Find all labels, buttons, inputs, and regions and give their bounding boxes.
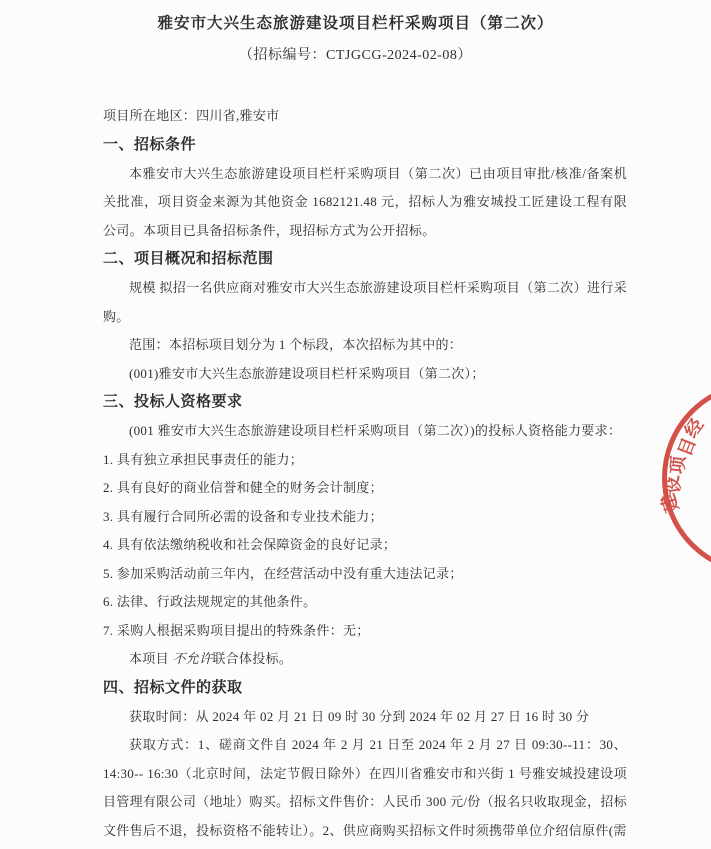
stamp-character: 项: [667, 455, 689, 475]
qualification-item: 6. 法律、行政法规规定的其他条件。: [103, 594, 317, 609]
stamp-character: 建: [657, 491, 683, 515]
stamp-ring-icon: [662, 381, 711, 575]
section-heading-tender-conditions: 一、招标条件: [103, 136, 197, 153]
qualification-item: 3. 具有履行合同所必需的设备和专业技术能力；: [103, 508, 383, 524]
section-heading-document-acquisition: 四、招标文件的获取: [103, 679, 243, 696]
project-scale-paragraph: 规模 拟招一名供应商对雅安市大兴生态旅游建设项目栏杆采购项目（第二次）进行采购。: [103, 280, 627, 324]
joint-bid-note: [103, 645, 627, 674]
stamp-character: 经: [680, 414, 708, 442]
qualification-item: 2. 具有良好的商业信誉和健全的财务会计制度；: [103, 480, 383, 495]
section-heading-bidder-qualifications: 三、投标人资格要求: [103, 394, 243, 410]
document-body: [103, 102, 627, 845]
acquisition-time-paragraph: 获取时间：从 2024 年 02 月 21 日 09 时 30 分到 2024 年 02 月 27 日 16 时 30 分: [129, 708, 590, 724]
tender-conditions-paragraph: 本雅安市大兴生态旅游建设项目栏杆采购项目（第二次）已由项目审批/核准/备案机关批准，项目资金来源为其他资金 1682121.48 元，招标人为雅安城投工匠建设工程有限公司。本项目已具备招标条件，现招标方式为公开招标。: [103, 165, 627, 238]
tender-number: （招标编号：CTJGCG-2024-02-08）: [239, 48, 472, 63]
qualification-item: 7. 采购人根据采购项目提出的特殊条件：无；: [103, 622, 370, 638]
project-location: 项目所在地区：四川省,雅安市: [103, 108, 280, 123]
stamp-character: 设: [661, 474, 685, 496]
joint-bid-note-prefix: 本项目: [129, 651, 169, 666]
acquisition-method-paragraph: 获取方式：1、磋商文件自 2024 年 2 月 21 日至 2024 年 2 月 27 日 09:30--11：30、14:30-- 16:30（北京时间，法定节假日除外）在四川省雅安市和兴街 1 号雅安城投建设项目管理有限公司（地址）购买。招标文件售价：人民币 300 元/份（报名只收取现金，招标文件售后不退，投标资格不能转让）。2、供应商购买招标文件时须携带单位介绍信原件(需: [103, 737, 627, 838]
stamp-character: 目: [674, 435, 700, 459]
document-title: 雅安市大兴生态旅游建设项目栏杆采购项目（第二次）: [157, 15, 554, 32]
qualification-item: 5. 参加采购活动前三年内，在经营活动中没有重大违法记录；: [103, 565, 463, 581]
joint-bid-note-suffix: 联合体投标。: [212, 651, 293, 666]
bid-lot-001: (001)雅安市大兴生态旅游建设项目栏杆采购项目（第二次）；: [129, 365, 485, 381]
qualification-item: 1. 具有独立承担民事责任的能力；: [103, 451, 304, 467]
qualification-item: 4. 具有依法缴纳税收和社会保障资金的良好记录；: [103, 537, 397, 552]
qualification-intro: (001 雅安市大兴生态旅游建设项目栏杆采购项目（第二次）)的投标人资格能力要求：: [129, 423, 622, 438]
section-heading-project-overview: 二、项目概况和招标范围: [103, 251, 274, 267]
project-scope-paragraph: 范围：本招标项目划分为 1 个标段，本次招标为其中的：: [129, 337, 463, 352]
joint-bid-note-emphasis: 不允许: [172, 651, 213, 666]
